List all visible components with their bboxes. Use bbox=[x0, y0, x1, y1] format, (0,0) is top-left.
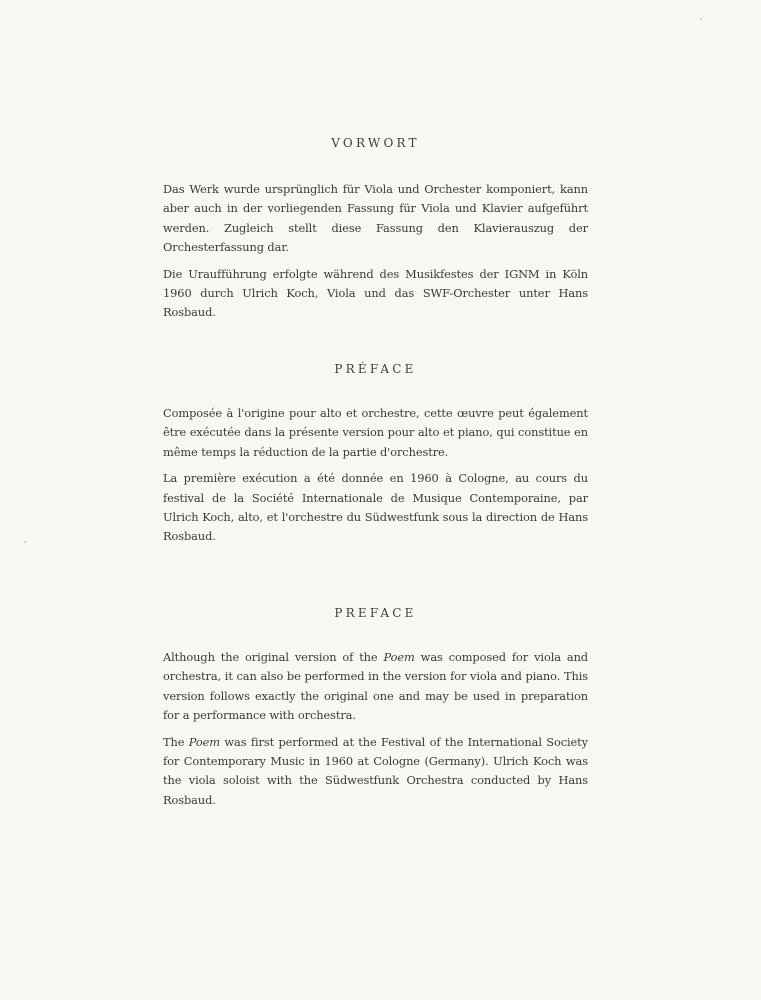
english-paragraph-2 bbox=[163, 733, 588, 811]
english-preface-section bbox=[163, 606, 588, 810]
poem-title-italic: Poem bbox=[383, 650, 415, 664]
english-paragraph-2-text-a: The bbox=[163, 734, 189, 749]
english-paragraph-1 bbox=[163, 648, 588, 726]
english-paragraph-2-text-b: was first performed at the Festival of the International Society for Contemporary Music in 1960 at Cologne (Germany). Ulrich Koch was the viola soloist with the Südwestfunk Orchestra conducted by Hans Rosbaud. bbox=[163, 734, 588, 807]
german-paragraph-1: Das Werk wurde ursprünglich für Viola und Orchester komponiert, kann aber auch in der vorliegenden Fassung für Viola und Klavier aufgeführt werden. Zugleich stellt diese Fassung den Klavierauszug der Orchesterfassung dar. bbox=[163, 182, 588, 255]
french-paragraph-2: La première exécution a été donnée en 1960 à Cologne, au cours du festival de la Société Internationale de Musique Contemporaine, par Ulrich Koch, alto, et l'orchestre du Südwestfunk sous la direction de Hans Rosbaud. bbox=[163, 471, 588, 544]
german-foreword-heading: VORWORT bbox=[331, 136, 420, 150]
german-foreword-section bbox=[163, 136, 588, 323]
french-paragraph-1: Composée à l'origine pour alto et orchestre, cette œuvre peut également être exécutée dans la présente version pour alto et piano, qui constitue en même temps la réduction de la partie d'orchestre. bbox=[163, 406, 588, 459]
german-paragraph-2: Die Uraufführung erfolgte während des Musikfestes der IGNM in Köln 1960 durch Ulrich Koch, Viola und das SWF-Orchester unter Hans Rosbaud. bbox=[163, 266, 588, 320]
french-preface-section bbox=[163, 362, 588, 547]
english-preface-heading: PREFACE bbox=[334, 606, 417, 620]
poem-title-italic: Poem bbox=[188, 734, 220, 749]
english-paragraph-1-text-b: was composed for viola and orchestra, it can also be performed in the version for viola and piano. This version follows exactly the original one and may be used in preparation for a performance with orchestra. bbox=[163, 650, 588, 723]
english-paragraph-1-text-a: Although the original version of the bbox=[163, 650, 384, 664]
french-preface-heading: PRÉFACE bbox=[334, 362, 417, 376]
paper-speck bbox=[24, 541, 26, 543]
paper-speck bbox=[700, 18, 702, 20]
